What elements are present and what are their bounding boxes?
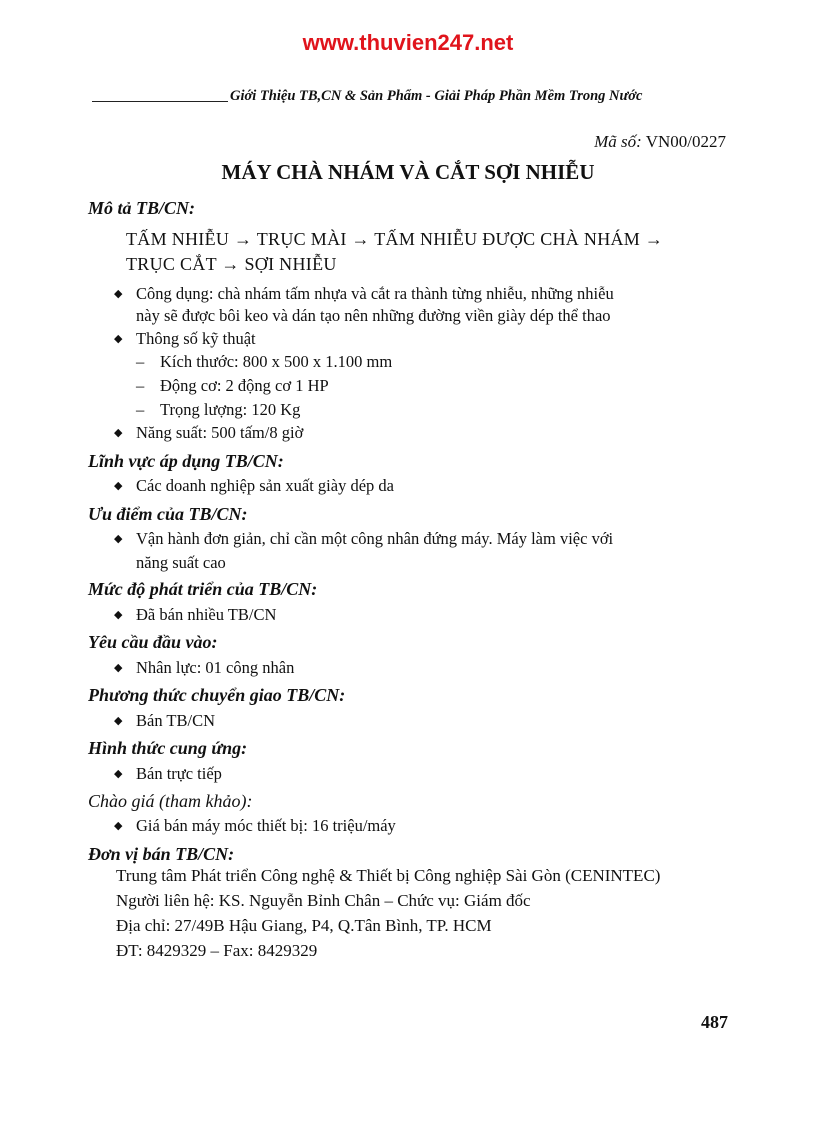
record-code [594, 132, 726, 152]
development-text: Đã bán nhiều TB/CN [136, 605, 277, 624]
price-text: Giá bán máy móc thiết bị: 16 triệu/máy [136, 816, 396, 835]
capacity-text: Năng suất: 500 tấm/8 giờ [136, 423, 304, 442]
dash-icon: – [136, 376, 145, 395]
usage-text-1: Công dụng: chà nhám tấm nhựa và cắt ra thành từng nhiễu, những nhiễu [136, 284, 614, 303]
code-value: VN00/0227 [645, 132, 726, 151]
seller-heading: Đơn vị bán TB/CN: [88, 844, 235, 864]
header-rule [92, 101, 228, 102]
usage-text-2: này sẽ được bôi keo và dán tạo nên những đường viền giày dép thể thao [136, 306, 611, 325]
seller-organization: Trung tâm Phát triển Công nghệ & Thiết bị Công nghiệp Sài Gòn (CENINTEC) [116, 866, 661, 885]
process-flow-line-2: TRỤC CẮT → SỢI NHIỄU [126, 254, 337, 274]
transfer-bullet [114, 711, 215, 731]
input-bullet [114, 658, 294, 678]
transfer-heading: Phương thức chuyển giao TB/CN: [88, 685, 346, 705]
application-heading: Lĩnh vực áp dụng TB/CN: [88, 451, 284, 471]
bullet-icon: ◆ [114, 288, 123, 300]
spec-engine [136, 376, 329, 396]
process-flow-line-1: TẤM NHIỄU → TRỤC MÀI → TẤM NHIỄU ĐƯỢC CHÀ NHÁM → [126, 229, 664, 249]
input-text: Nhân lực: 01 công nhân [136, 658, 295, 677]
development-bullet [114, 605, 276, 625]
specs-heading: Thông số kỹ thuật [136, 329, 256, 348]
input-heading: Yêu cầu đầu vào: [88, 632, 218, 652]
advantages-text-2: năng suất cao [136, 553, 226, 572]
seller-phone: ĐT: 8429329 – Fax: 8429329 [116, 941, 318, 960]
spec-weight-text: Trọng lượng: 120 Kg [160, 400, 301, 419]
bullet-icon: ◆ [114, 820, 123, 832]
supply-bullet [114, 764, 222, 784]
seller-address: Địa chỉ: 27/49B Hậu Giang, P4, Q.Tân Bình, TP. HCM [116, 916, 492, 935]
bullet-icon: ◆ [114, 662, 123, 674]
development-heading: Mức độ phát triển của TB/CN: [88, 579, 318, 599]
spec-size-text: Kích thước: 800 x 500 x 1.100 mm [160, 352, 393, 371]
bullet-icon: ◆ [114, 427, 123, 439]
code-label: Mã số: [594, 132, 642, 151]
spec-size [136, 352, 392, 372]
transfer-text: Bán TB/CN [136, 711, 215, 730]
page-title: MÁY CHÀ NHÁM VÀ CẮT SỢI NHIỄU [221, 160, 595, 184]
specs-bullet [114, 329, 256, 349]
seller-contact: Người liên hệ: KS. Nguyễn Bỉnh Chân – Chức vụ: Giám đốc [116, 891, 531, 910]
spec-engine-text: Động cơ: 2 động cơ 1 HP [160, 376, 329, 395]
watermark-url: www.thuvien247.net [302, 30, 514, 55]
advantages-text-1: Vận hành đơn giản, chỉ cần một công nhân đứng máy. Máy làm việc với [136, 529, 614, 548]
application-bullet [114, 476, 394, 496]
capacity-bullet [114, 423, 303, 443]
price-bullet [114, 816, 396, 836]
usage-bullet [114, 284, 614, 304]
running-header: Giới Thiệu TB,CN & Sản Phẩm - Giải Pháp Phần Mềm Trong Nước [230, 88, 643, 104]
advantages-bullet [114, 529, 613, 549]
application-text: Các doanh nghiệp sản xuất giày dép da [136, 476, 394, 495]
bullet-icon: ◆ [114, 768, 123, 780]
advantages-heading: Ưu điểm của TB/CN: [88, 504, 248, 524]
bullet-icon: ◆ [114, 609, 123, 621]
description-heading: Mô tả TB/CN: [88, 198, 196, 218]
bullet-icon: ◆ [114, 715, 123, 727]
bullet-icon: ◆ [114, 533, 123, 545]
spec-weight [136, 400, 300, 420]
page-number: 487 [701, 1012, 728, 1032]
supply-text: Bán trực tiếp [136, 764, 222, 783]
dash-icon: – [136, 400, 145, 419]
supply-heading: Hình thức cung ứng: [88, 738, 248, 758]
bullet-icon: ◆ [114, 333, 123, 345]
dash-icon: – [136, 352, 145, 371]
bullet-icon: ◆ [114, 480, 123, 492]
price-heading: Chào giá (tham khảo): [88, 791, 253, 811]
